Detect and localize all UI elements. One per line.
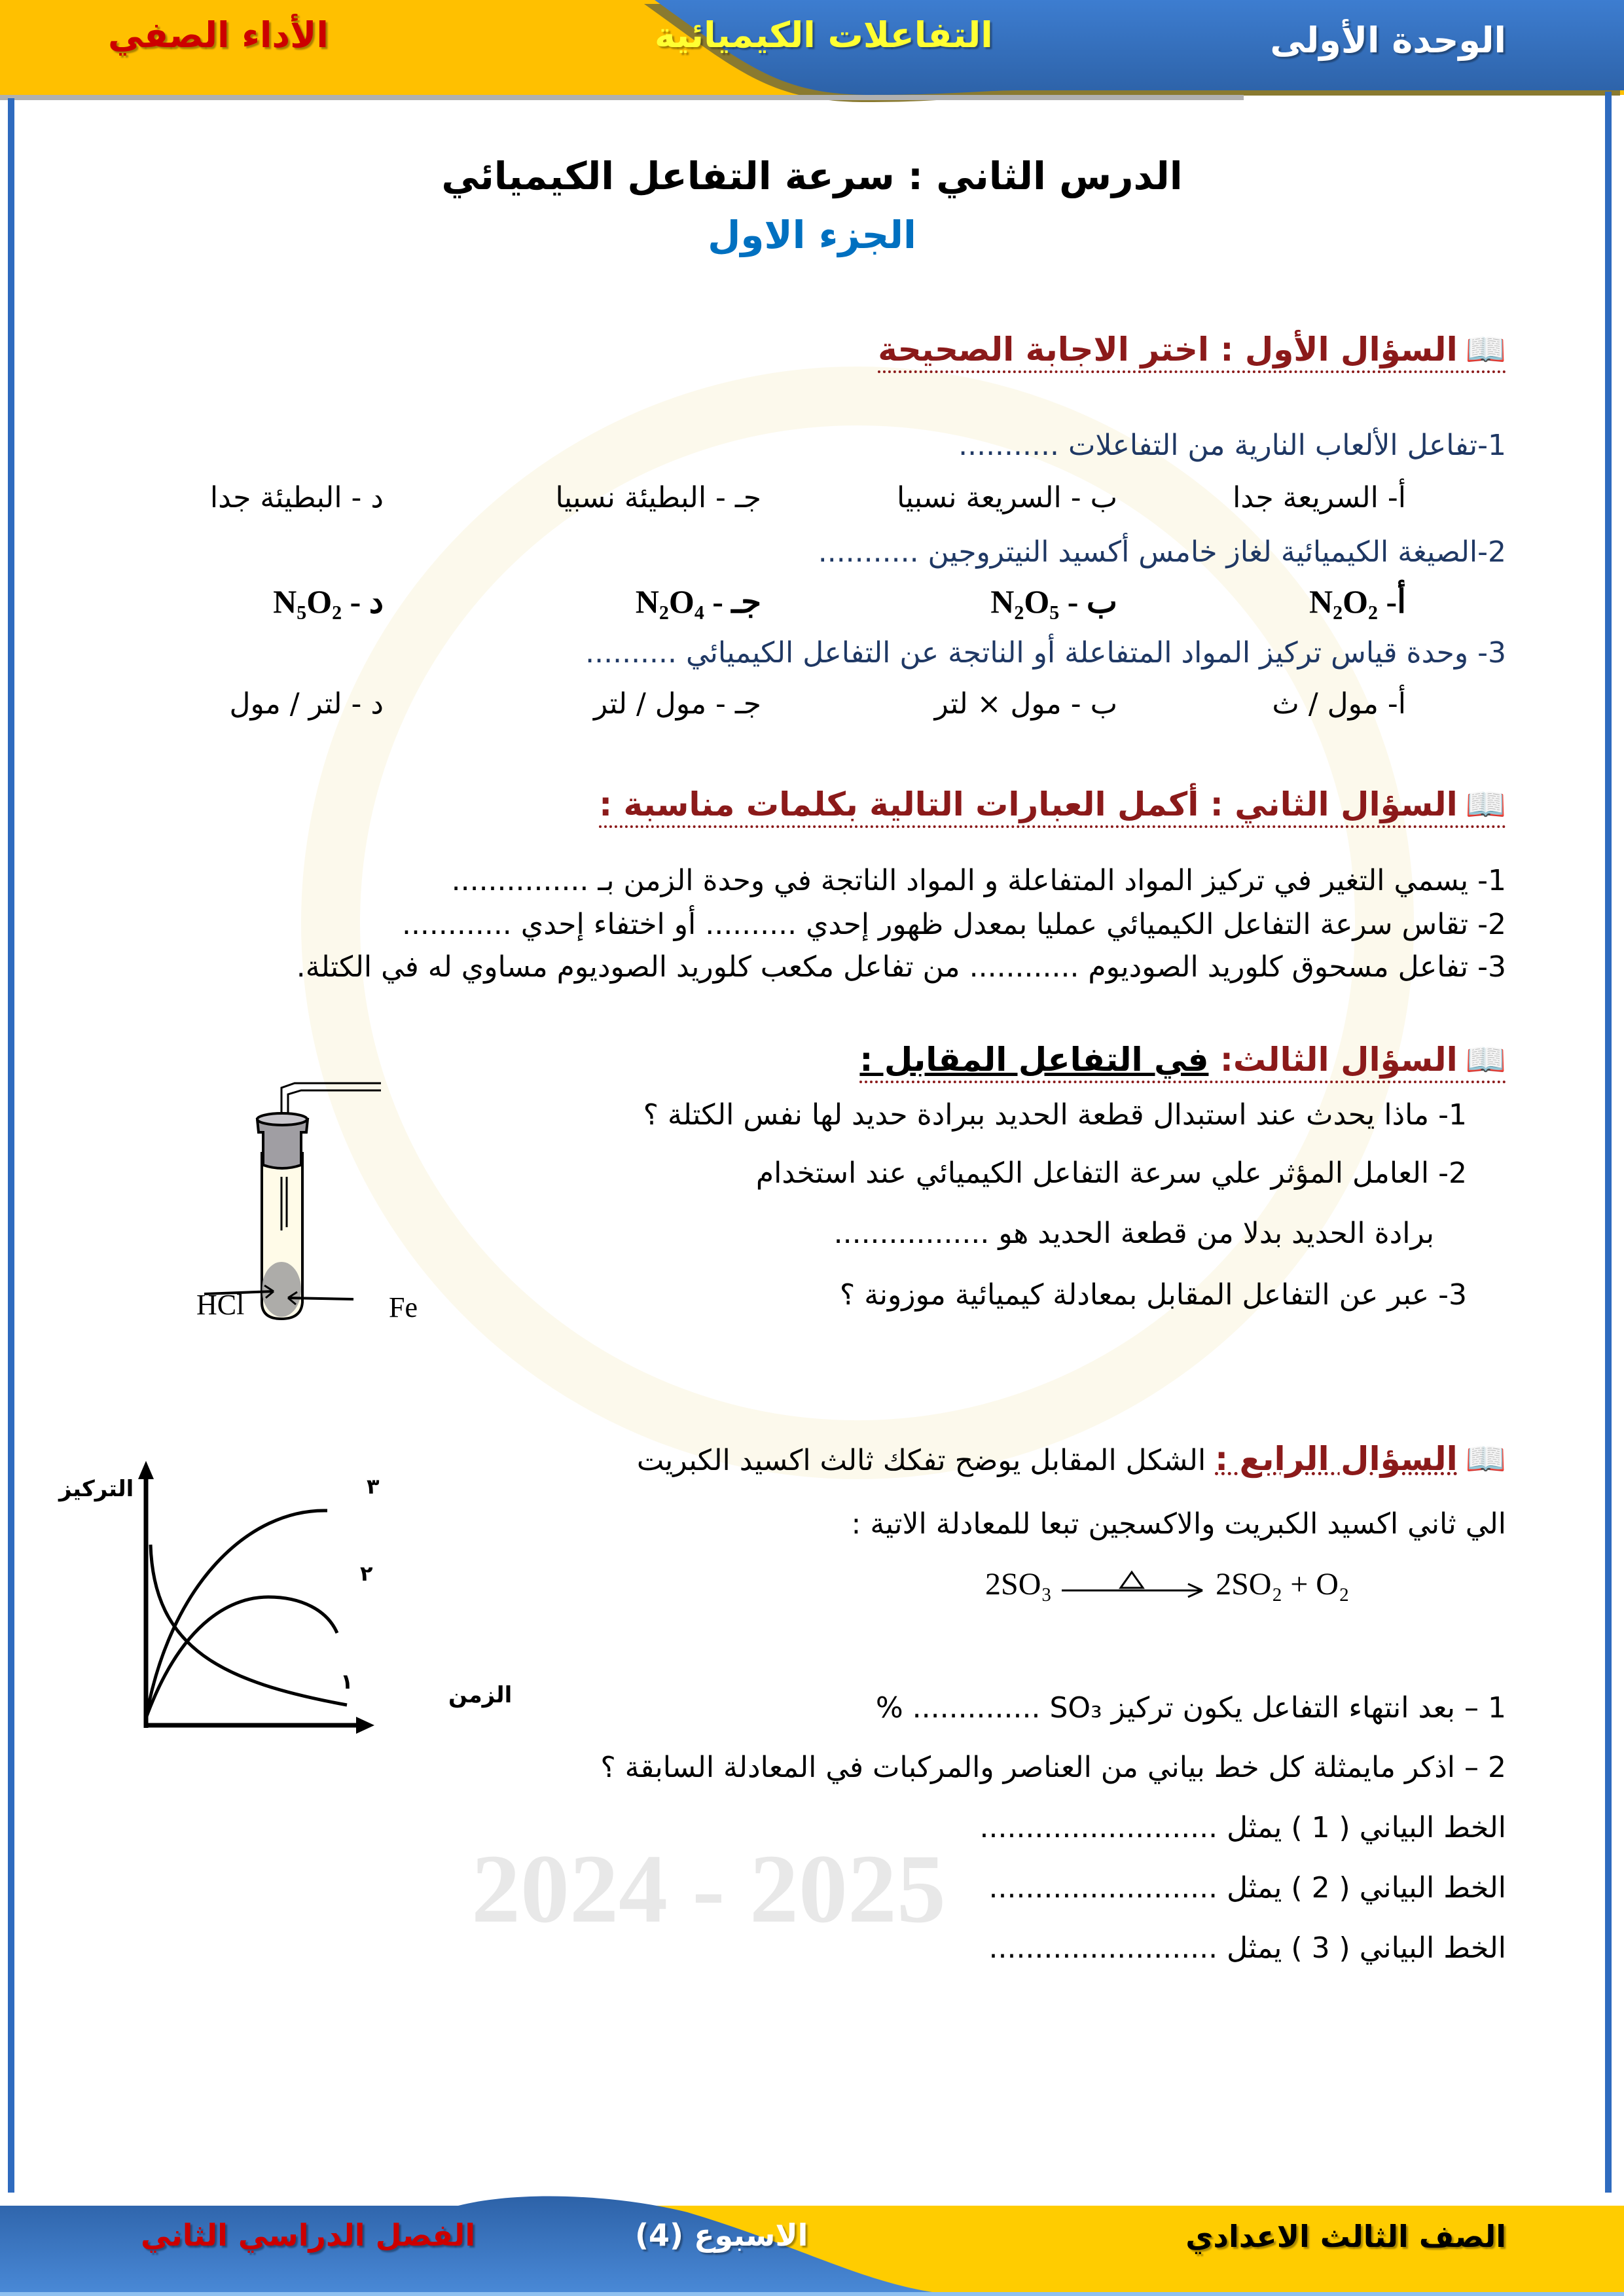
curve-3 [146, 1511, 327, 1718]
y-axis-label: التركيز [59, 1476, 134, 1502]
topic-label: التفاعلات الكيميائية [655, 14, 993, 56]
curve-label-2: ٢ [360, 1561, 373, 1586]
q3-item-3: 3- عبر عن التفاعل المقابل بمعادلة كيميائية موزونة ؟ [839, 1278, 1467, 1312]
page-header [0, 0, 1624, 98]
q1-heading: 📖السؤال الأول : اختر الاجابة الصحيحة [878, 331, 1506, 373]
q1-1-option-d: د - البطيئة جدا [209, 481, 384, 514]
q1-2-option-c: جـ - N₂O₄ [635, 583, 761, 620]
curve-1 [151, 1545, 347, 1705]
q4-heading-line: 📖السؤال الرابع : الشكل المقابل يوضح تفكك ثالث اكسيد الكبريت [636, 1440, 1506, 1478]
q1-2-option-b: ب - N₂O₅ [990, 583, 1117, 620]
book-icon: 📖 [1465, 785, 1506, 823]
equation-products: 2SO₂ + O₂ [1216, 1566, 1350, 1602]
q4-line-3: الخط البياني ( 3 ) يمثل ......................... [988, 1931, 1506, 1965]
test-tube-figure [190, 1080, 418, 1329]
q1-1-option-a: أ- السريعة جدا [1233, 481, 1406, 514]
q4-equation [985, 1564, 1350, 1604]
lesson-part: الجزء الاول [708, 213, 916, 257]
q4-item-1: 1 – بعد انتهاء التفاعل يكون تركيز SO₃ .............. % [875, 1691, 1506, 1725]
q1-1-option-c: جـ - البطيئة نسبيا [555, 481, 761, 514]
performance-label: الأداء الصفي [108, 14, 329, 56]
q1-item-2: 2-الصيغة الكيميائية لغاز خامس أكسيد النيتروجين ........... [818, 535, 1506, 569]
page-frame-right [1605, 92, 1612, 2193]
book-icon: 📖 [1465, 1041, 1506, 1079]
unit-label: الوحدة الأولى [1270, 20, 1506, 61]
q2-item-3: 3- تفاعل مسحوق كلوريد الصوديوم ............ من تفاعل مكعب كلوريد الصوديوم مساوي له في الكتلة. [296, 950, 1506, 984]
watermark-years: 2024 - 2025 [471, 1835, 946, 1943]
iron-piece [262, 1262, 301, 1317]
curve-label-3: ٣ [367, 1474, 380, 1499]
grade-label: الصف الثالث الاعدادي [1185, 2219, 1506, 2254]
page-footer [0, 2193, 1624, 2296]
q4-intro: الشكل المقابل يوضح تفكك ثالث اكسيد الكبريت [636, 1444, 1206, 1477]
hcl-label: HCl [196, 1289, 245, 1321]
q1-3-option-b: ب - مول × لتر [934, 687, 1117, 721]
q1-3-option-d: د - لتر / مول [229, 687, 384, 721]
page-frame-left [8, 98, 14, 2193]
curve-2 [146, 1597, 337, 1718]
curve-label-1: ١ [340, 1669, 353, 1694]
lesson-title: الدرس الثاني : سرعة التفاعل الكيميائي [441, 154, 1183, 198]
q1-3-option-c: جـ - مول / لتر [594, 687, 761, 721]
q1-2-option-d: د - N₅O₂ [273, 583, 384, 620]
x-axis-label: الزمن [448, 1682, 513, 1708]
q1-item-3: 3- وحدة قياس تركيز المواد المتفاعلة أو الناتجة عن التفاعل الكيميائي .......... [585, 636, 1506, 670]
q4-line-2: الخط البياني ( 2 ) يمثل ......................... [988, 1871, 1506, 1905]
q2-heading: 📖السؤال الثاني : أكمل العبارات التالية بكلمات مناسبة : [599, 785, 1506, 828]
q1-1-option-b: ب - السريعة نسبيا [897, 481, 1117, 514]
concentration-time-graph [52, 1453, 524, 1734]
book-icon: 📖 [1465, 1440, 1506, 1478]
equation-reactant: 2SO₃ [985, 1566, 1053, 1602]
book-icon: 📖 [1465, 331, 1506, 368]
q1-3-option-a: أ- مول / ث [1272, 687, 1406, 721]
q3-item-2-cont: برادة الحديد بدلا من قطعة الحديد هو ................. [833, 1217, 1434, 1250]
term-label: الفصل الدراسي الثاني [141, 2217, 476, 2253]
q1-item-1: 1-تفاعل الألعاب النارية من التفاعلات ........... [958, 429, 1506, 462]
q2-item-1: 1- يسمي التغير في تركيز المواد المتفاعلة و المواد الناتجة في وحدة الزمن بـ ............... [451, 864, 1506, 897]
q4-item-2: 2 – اذكر مايمثلة كل خط بياني من العناصر والمركبات في المعادلة السابقة ؟ [600, 1751, 1506, 1784]
week-label: الاسبوع (4) [635, 2217, 808, 2253]
q3-heading: 📖السؤال الثالث: في التفاعل المقابل : [859, 1041, 1506, 1083]
fe-label: Fe [389, 1291, 418, 1323]
heat-arrow-icon [1058, 1564, 1209, 1604]
q2-item-2: 2- تقاس سرعة التفاعل الكيميائي عمليا بمعدل ظهور إحدي .......... أو اختفاء إحدي ............ [401, 908, 1506, 941]
q3-item-1: 1- ماذا يحدث عند استبدال قطعة الحديد ببرادة حديد لها نفس الكتلة ؟ [643, 1098, 1467, 1132]
q1-2-option-a: أ- N₂O₂ [1308, 583, 1406, 620]
q4-intro-2: الي ثاني اكسيد الكبريت والاكسجين تبعا للمعادلة الاتية : [851, 1507, 1506, 1541]
q4-line-1: الخط البياني ( 1 ) يمثل .......................... [979, 1811, 1506, 1844]
q3-item-2: 2- العامل المؤثر علي سرعة التفاعل الكيميائي عند استخدام [755, 1157, 1467, 1190]
